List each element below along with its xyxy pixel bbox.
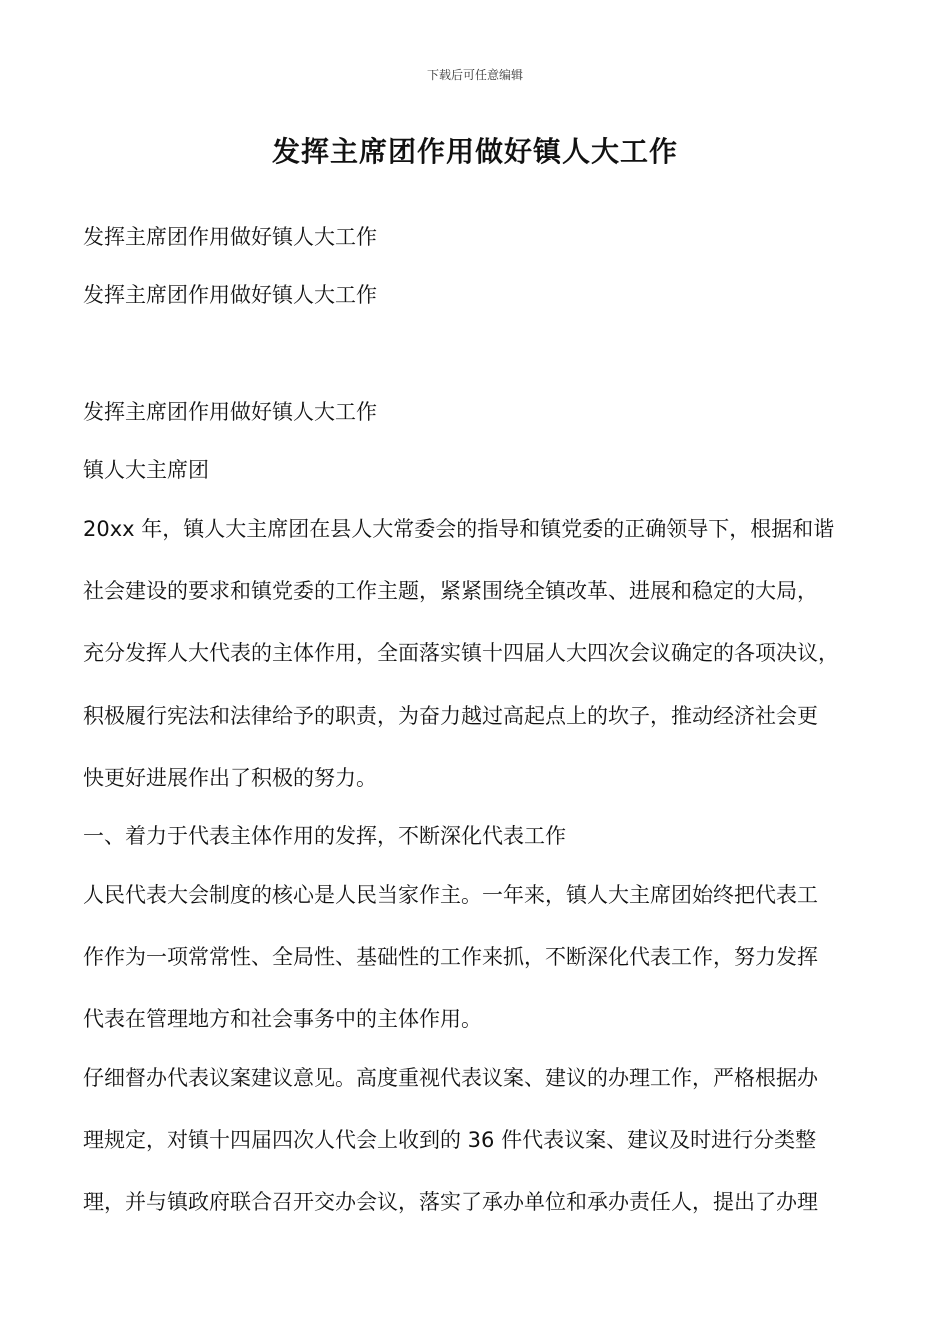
header-note: 下载后可任意编辑 <box>426 68 523 82</box>
paragraph-line: 积极履行宪法和法律给予的职责，为奋力越过高起点上的坎子，推动经济社会更 <box>83 704 818 728</box>
document-title: 发挥主席团作用做好镇人大工作 <box>271 135 678 168</box>
section-heading: 一、着力于代表主体作用的发挥，不断深化代表工作 <box>83 824 566 848</box>
paragraph-line: 理规定，对镇十四届四次人代会上收到的 36 件代表议案、建议及时进行分类整 <box>83 1128 817 1152</box>
paragraph-line: 作作为一项常常性、全局性、基础性的工作来抓，不断深化代表工作，努力发挥 <box>83 945 818 969</box>
author-line: 镇人大主席团 <box>83 458 209 482</box>
subtitle-line: 发挥主席团作用做好镇人大工作 <box>83 400 377 424</box>
paragraph-line: 理，并与镇政府联合召开交办会议，落实了承办单位和承办责任人，提出了办理 <box>83 1190 818 1214</box>
paragraph-line: 20xx 年，镇人大主席团在县人大常委会的指导和镇党委的正确领导下，根据和谐 <box>83 517 835 541</box>
subtitle-line: 发挥主席团作用做好镇人大工作 <box>83 283 377 307</box>
paragraph-line: 人民代表大会制度的核心是人民当家作主。一年来，镇人大主席团始终把代表工 <box>83 883 818 907</box>
subtitle-line: 发挥主席团作用做好镇人大工作 <box>83 225 377 249</box>
paragraph-line: 社会建设的要求和镇党委的工作主题，紧紧围绕全镇改革、进展和稳定的大局， <box>83 579 818 603</box>
paragraph-line: 仔细督办代表议案建议意见。高度重视代表议案、建议的办理工作，严格根据办 <box>83 1066 818 1090</box>
paragraph-line: 代表在管理地方和社会事务中的主体作用。 <box>83 1007 482 1031</box>
paragraph-line: 快更好进展作出了积极的努力。 <box>83 766 377 790</box>
paragraph-line: 充分发挥人大代表的主体作用，全面落实镇十四届人大四次会议确定的各项决议， <box>83 641 839 665</box>
